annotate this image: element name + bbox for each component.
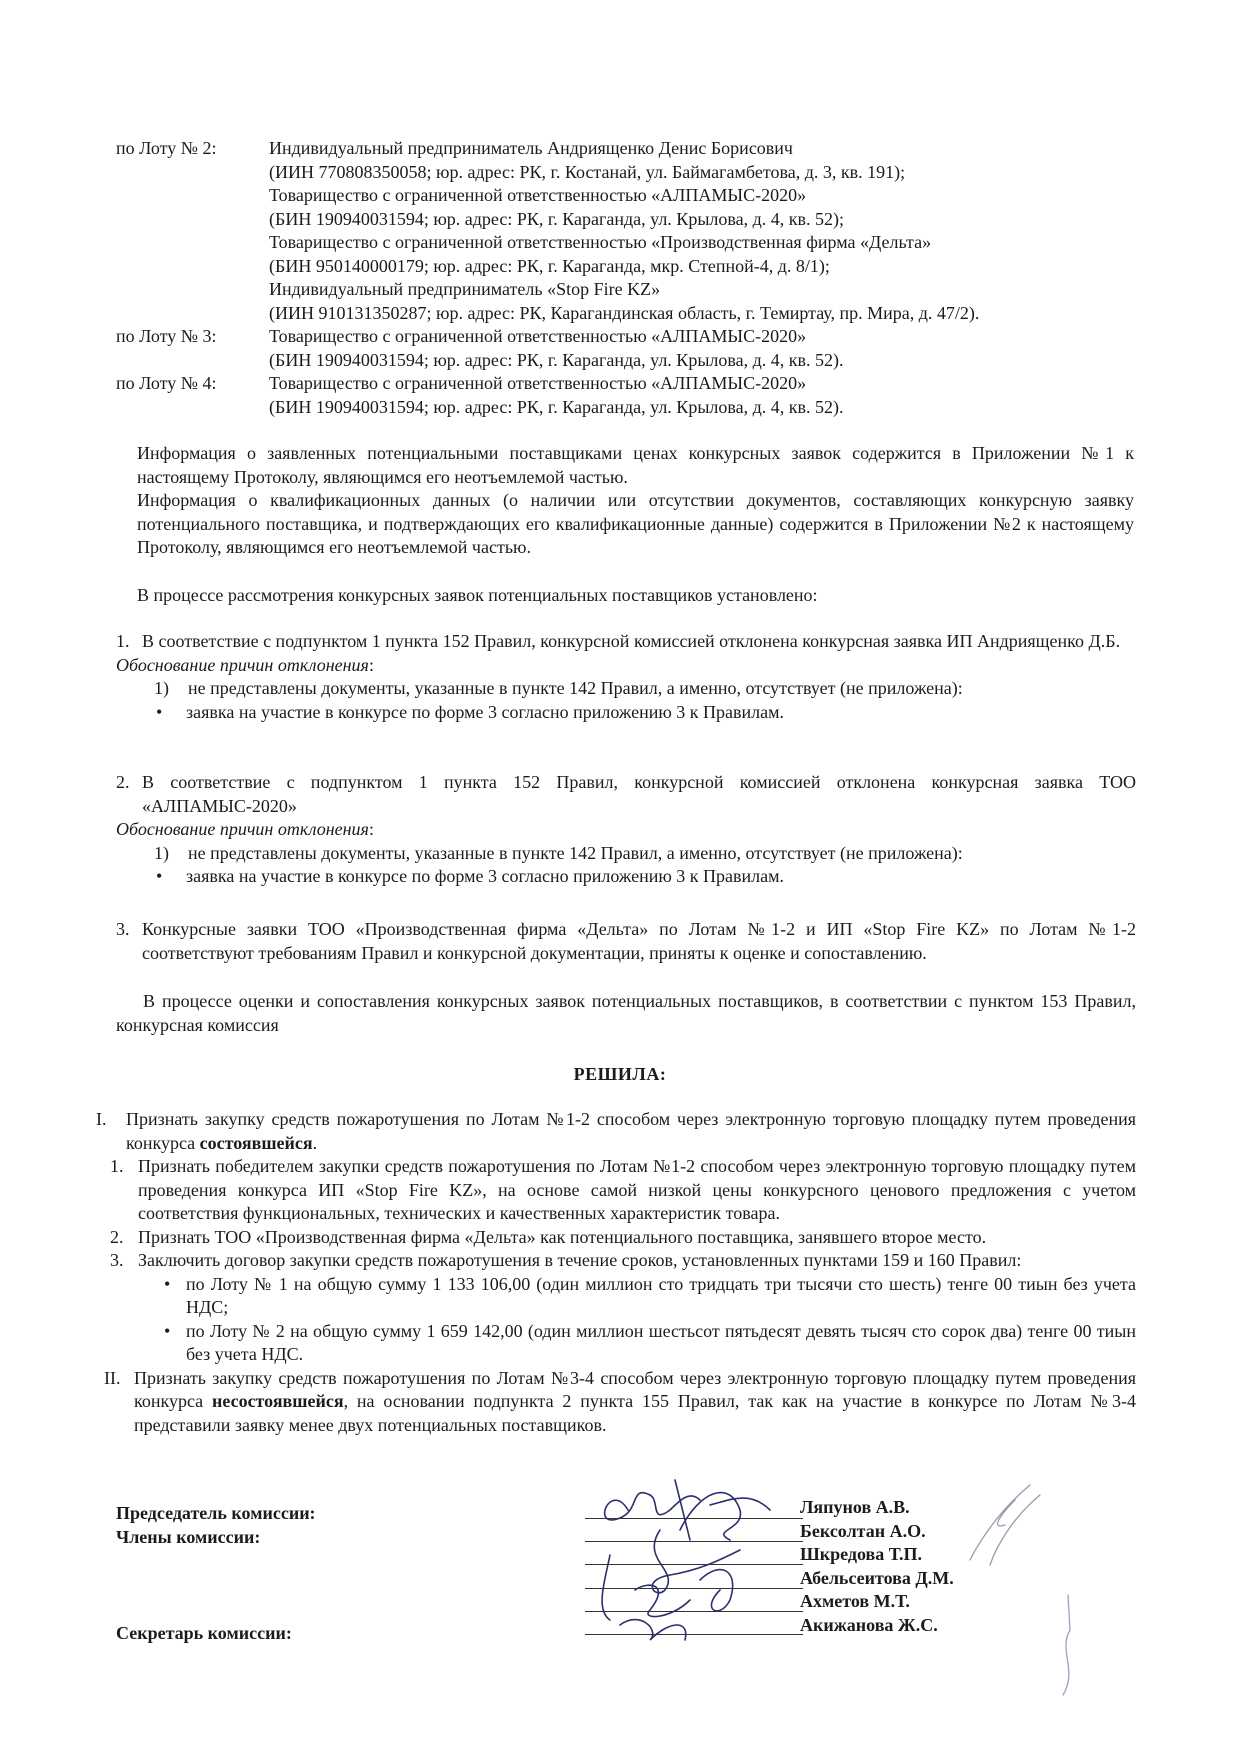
sub-number: 1) [154,842,169,863]
signatory-name: Бексолтан А.О. [800,1520,926,1541]
lot-label: по Лоту № 3: [116,326,217,346]
review-intro: В процессе рассмотрения конкурсных заявок потенциальных поставщиков установлено: [137,585,818,605]
decision-item-text: Признать ТОО «Производственная фирма «Дельта» как потенциального поставщика, занявшего второе место. [138,1226,987,1247]
sub-number: 1) [154,678,169,698]
decision-status: состоявшейся [199,1132,313,1153]
finding-2: 2. В соответствие с подпунктом 1 пункта 152 Правил, конкурсной комиссией отклонена конкурсная заявка ТОО «АЛПАМЫС-2020» Обоснование причин отклонения: 1) не представлены документы, указанные в пункте 142 Правил, а именно, отсутствует (не приложена): • заявка на участие в конкурсе по форме 3 согласно приложению 3 к Правилам. [116,771,1136,889]
lot-3 [116,325,1136,372]
handwritten-mark-icon [1048,1590,1088,1700]
decision-item-number: 1. [110,1156,124,1176]
chairman-label: Председатель комиссии: [116,1503,316,1523]
bullet-text: заявка на участие в конкурсе по форме 3 согласно приложению 3 к Правилам. [186,866,785,886]
finding-number: 1. [116,631,130,651]
bullet-icon: • [156,866,163,886]
decision-item [96,1249,1136,1273]
lot-entry: Индивидуальный предприниматель «Stop Fire KZ» [269,279,661,299]
decision-text: Признать закупку средств пожаротушения по Лотам №1-2 способом через электронную торговую площадку путем проведения конкурса [126,1109,1136,1153]
lots-list [116,137,1136,419]
decision-I [96,1108,1136,1155]
signatory-name: Ахметов М.Т. [800,1591,910,1611]
reason-label: Обоснование причин отклонения [116,654,369,675]
lot-entry: (БИН 190940031594; юр. адрес: РК, г. Караганда, ул. Крылова, д. 4, кв. 52); [269,208,845,229]
decision-bullet [96,1320,1136,1367]
handwritten-signatures-icon [580,1470,810,1650]
lot-entries [269,372,1136,419]
lot-entry: (БИН 190940031594; юр. адрес: РК, г. Караганда, ул. Крылова, д. 4, кв. 52). [269,349,844,370]
decision-II [96,1367,1136,1438]
decision-text-end: , на основании подпункта 2 пункта 155 Правил, так как на участие в конкурсе по Лотам №3-4 представили заявку менее двух потенциальных поставщиков. [134,1391,1136,1435]
lot-label: по Лоту № 4: [116,373,217,393]
info-prices-paragraph: Информация о заявленных потенциальными поставщиками ценах конкурсных заявок содержится в Приложении №1 к настоящему Протоколу, являющимся его неотъемлемой частью. [137,443,1134,487]
sub-text: не представлены документы, указанные в пункте 142 Правил, а именно, отсутствует (не приложена): [188,842,963,863]
signatory-name: Абельсеитова Д.М. [800,1567,954,1588]
bullet-icon: • [164,1273,171,1294]
decision-heading: РЕШИЛА: [573,1064,667,1084]
handwritten-mark-icon [960,1480,1050,1570]
decision-text: Признать закупку средств пожаротушения по Лотам №3-4 способом через электронную торговую площадку путем проведения конкурса [134,1367,1136,1411]
decision-item-text: Заключить договор закупки средств пожаротушения в течение сроков, установленных пунктами 159 и 160 Правил: [138,1250,1022,1270]
decision-text-end: . [312,1132,318,1153]
finding-text: В соответствие с подпунктом 1 пункта 152 Правил, конкурсной комиссией отклонена конкурсная заявка ТОО «АЛПАМЫС-2020» [142,772,1136,816]
bullet-icon: • [164,1320,171,1341]
lot-entries [269,137,1136,325]
decision-item [96,1155,1136,1226]
lot-entry: Товарищество с ограниченной ответственностью «АЛПАМЫС-2020» [269,326,807,346]
reason-label: Обоснование причин отклонения [116,819,369,839]
decision-number: II. [104,1367,121,1388]
lot-entry: (ИИН 910131350287; юр. адрес: РК, Карагандинская область, г. Темиртау, пр. Мира, д. 47/2). [269,302,980,323]
decision-bullet-text: по Лоту № 2 на общую сумму 1 659 142,00 (один миллион шестьсот пятьдесят девять тысяч сто сорок два) тенге 00 тиын без учета НДС. [186,1320,1136,1364]
info-qualification-paragraph: Информация о квалификационных данных (о наличии или отсутствии документов, составляющих конкурсную заявку потенциального поставщика, и подтверждающих его квалификационные данные) содержится в Приложении №2 к настоящему Протоколу, являющимся его неотъемлемой частью. [137,490,1134,557]
signatory-names [800,1496,954,1637]
lot-entry: Товарищество с ограниченной ответственностью «АЛПАМЫС-2020» [269,373,807,393]
decision-status: несостоявшейся [212,1391,344,1411]
signatory-name: Шкредова Т.П. [800,1544,922,1564]
decision-item-number: 3. [110,1250,124,1270]
signatory-name: Ляпунов А.В. [800,1497,910,1517]
bullet-icon: • [156,701,163,722]
lot-2 [116,137,1136,325]
finding-number: 3. [116,919,130,939]
signatory-name: Акижанова Ж.С. [800,1614,938,1635]
lot-entry: (ИИН 770808350058; юр. адрес: РК, г. Костанай, ул. Баймагамбетова, д. 3, кв. 191); [269,161,906,182]
lot-entries [269,325,1136,372]
bullet-text: заявка на участие в конкурсе по форме 3 согласно приложению 3 к Правилам. [186,701,785,722]
decision-item-text: Признать победителем закупки средств пожаротушения по Лотам №1-2 способом через электронную торговую площадку путем проведения конкурса ИП «Stop Fire KZ», на основе самой низкой цены конкурсного ценового предложения с учетом соответствия функциональных, технических и качественных характеристик товара. [138,1156,1136,1223]
decision-bullet-text: по Лоту № 1 на общую сумму 1 133 106,00 (один миллион сто тридцать три тысячи сто шесть) тенге 00 тиын без учета НДС; [186,1273,1136,1317]
decision-block [96,1108,1136,1437]
lot-entry: (БИН 190940031594; юр. адрес: РК, г. Караганда, ул. Крылова, д. 4, кв. 52). [269,396,844,417]
lot-4 [116,372,1136,419]
finding-text: В соответствие с подпунктом 1 пункта 152 Правил, конкурсной комиссией отклонена конкурсная заявка ИП Андриященко Д.Б. [142,631,1121,651]
sub-text: не представлены документы, указанные в пункте 142 Правил, а именно, отсутствует (не приложена): [188,678,963,698]
decision-item-number: 2. [110,1226,124,1247]
finding-number: 2. [116,772,130,792]
finding-3 [116,918,1136,965]
lot-entry: Товарищество с ограниченной ответственностью «АЛПАМЫС-2020» [269,185,807,205]
lot-label: по Лоту № 2: [116,138,217,158]
decision-number: I. [96,1109,107,1129]
secretary-label: Секретарь комиссии: [116,1623,292,1643]
lot-entry: Индивидуальный предприниматель Андриященко Денис Борисович [269,138,793,158]
finding-1: 1. В соответствие с подпунктом 1 пункта 152 Правил, конкурсной комиссией отклонена конкурсная заявка ИП Андриященко Д.Б. Обоснование причин отклонения: 1) не представлены документы, указанные в пункте 142 Правил, а именно, отсутствует (не приложена): • заявка на участие в конкурсе по форме 3 согласно приложению 3 к Правилам. [116,630,1136,724]
members-label: Члены комиссии: [116,1527,261,1547]
decision-item [96,1226,1136,1250]
lot-entry: (БИН 950140000179; юр. адрес: РК, г. Караганда, мкр. Степной-4, д. 8/1); [269,255,830,276]
lot-entry: Товарищество с ограниченной ответственностью «Производственная фирма «Дельта» [269,232,932,252]
decision-bullet [96,1273,1136,1320]
finding-text: Конкурсные заявки ТОО «Производственная фирма «Дельта» по Лотам №1-2 и ИП «Stop Fire KZ» по Лотам №1-2 соответствуют требованиям Правил и конкурсной документации, приняты к оценке и сопоставлению. [142,919,1136,963]
evaluation-intro: В процессе оценки и сопоставления конкурсных заявок потенциальных поставщиков, в соответствии с пунктом 153 Правил, конкурсная комиссия [116,991,1136,1035]
